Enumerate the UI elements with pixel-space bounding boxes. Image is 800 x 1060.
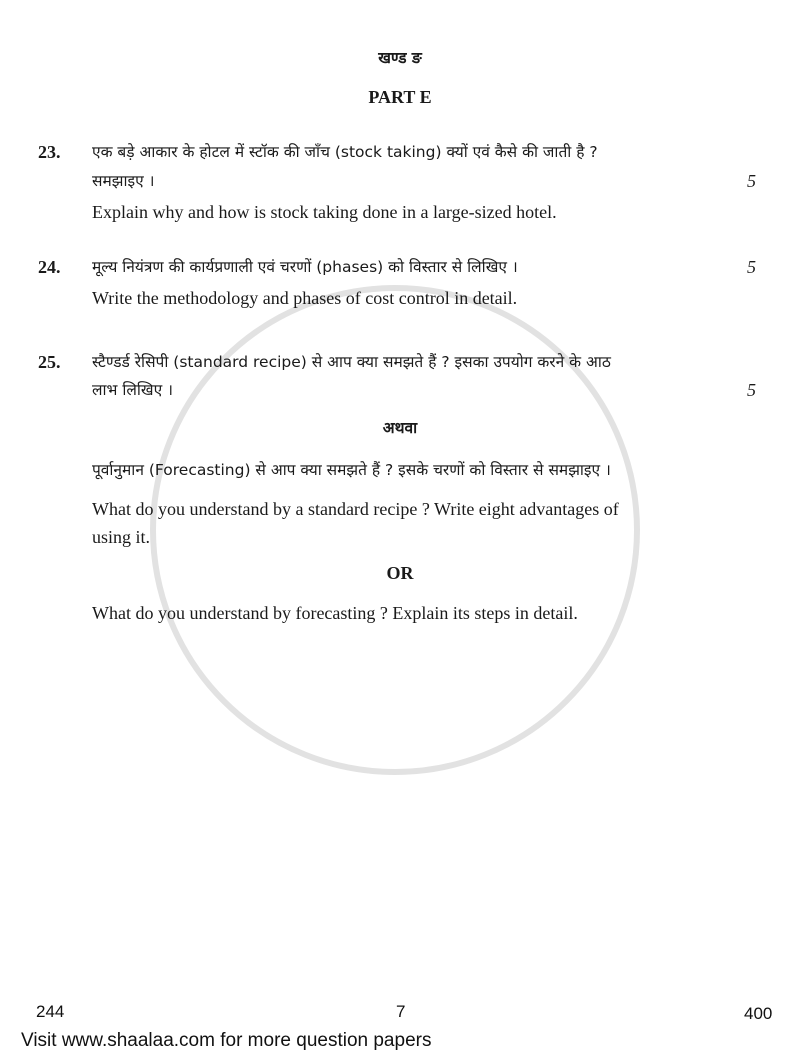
question-english-line: using it. bbox=[92, 527, 151, 547]
question-english-line: What do you understand by a standard recipe ? Write eight advantages of bbox=[92, 499, 619, 519]
question-english-line: Explain why and how is stock taking done in a large-sized hotel. bbox=[92, 202, 557, 222]
visit-link[interactable]: Visit www.shaalaa.com for more question papers bbox=[21, 1030, 432, 1051]
question-number: 23. bbox=[38, 142, 61, 162]
or-label-hindi: अथवा bbox=[382, 419, 418, 437]
question-marks: 5 bbox=[747, 257, 756, 277]
question-number: 24. bbox=[38, 257, 61, 277]
question-hindi-line: स्टैण्डर्ड रेसिपी (standard recipe) से आप क्या समझते हैं ? इसका उपयोग करने के आठ bbox=[92, 353, 611, 371]
section-title-hindi: खण्ड ङ bbox=[378, 49, 422, 67]
paper-code: 244 bbox=[36, 1002, 65, 1021]
question-marks: 5 bbox=[747, 171, 756, 191]
question-hindi-line: लाभ लिखिए । bbox=[92, 381, 173, 399]
question-marks: 5 bbox=[747, 380, 756, 400]
alternate-question-english: What do you understand by forecasting ? Explain its steps in detail. bbox=[92, 603, 578, 623]
question-number: 25. bbox=[38, 352, 61, 372]
page-number: 7 bbox=[396, 1002, 406, 1021]
or-label-english: OR bbox=[386, 563, 414, 583]
question-hindi-line: एक बड़े आकार के होटल में स्टॉक की जाँच (stock taking) क्यों एवं कैसे की जाती है ? bbox=[92, 143, 598, 161]
alternate-question-hindi: पूर्वानुमान (Forecasting) से आप क्या समझते हैं ? इसके चरणों को विस्तार से समझाइए । bbox=[92, 461, 611, 479]
copies-count: 400 bbox=[744, 1004, 773, 1023]
question-english-line: Write the methodology and phases of cost control in detail. bbox=[92, 288, 518, 308]
section-title-english: PART E bbox=[368, 87, 432, 107]
question-hindi-line: समझाइए । bbox=[92, 172, 155, 190]
question-hindi-line: मूल्य नियंत्रण की कार्यप्रणाली एवं चरणों (phases) को विस्तार से लिखिए । bbox=[92, 258, 518, 276]
